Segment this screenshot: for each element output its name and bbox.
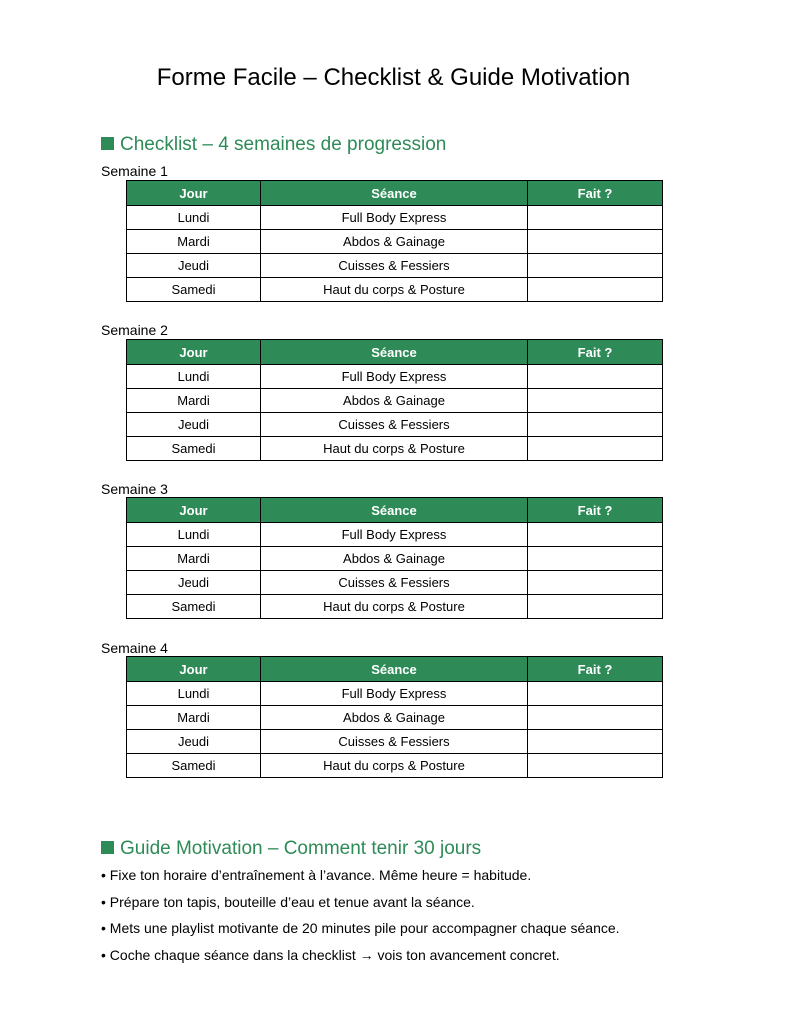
column-header: Séance xyxy=(261,657,528,682)
done-cell[interactable] xyxy=(528,754,663,778)
table-header-row xyxy=(127,657,663,682)
week-label: Semaine 3 xyxy=(101,481,168,497)
table-row xyxy=(127,389,663,413)
table-row xyxy=(127,437,663,461)
week-label: Semaine 4 xyxy=(101,640,168,656)
square-bullet-icon xyxy=(101,841,114,854)
list-item: • Mets une playlist motivante de 20 minutes pile pour accompagner chaque séance. xyxy=(101,920,620,937)
week-table xyxy=(126,497,663,619)
session-cell: Full Body Express xyxy=(261,365,528,389)
done-cell[interactable] xyxy=(528,571,663,595)
guide-heading-text: Guide Motivation – Comment tenir 30 jours xyxy=(120,838,482,859)
list-item: • Prépare ton tapis, bouteille d’eau et tenue avant la séance. xyxy=(101,893,475,910)
table-header-row xyxy=(127,340,663,365)
table-row xyxy=(127,682,663,706)
session-cell: Cuisses & Fessiers xyxy=(261,413,528,437)
table-row xyxy=(127,254,663,278)
column-header: Séance xyxy=(261,498,528,523)
done-cell[interactable] xyxy=(528,206,663,230)
table-row xyxy=(127,595,663,619)
done-cell[interactable] xyxy=(528,365,663,389)
done-cell[interactable] xyxy=(528,389,663,413)
column-header: Fait ? xyxy=(528,181,663,206)
session-cell: Haut du corps & Posture xyxy=(261,278,528,302)
table-header-row xyxy=(127,498,663,523)
table-row xyxy=(127,206,663,230)
checklist-heading xyxy=(101,133,446,157)
session-cell: Haut du corps & Posture xyxy=(261,754,528,778)
session-cell: Full Body Express xyxy=(261,523,528,547)
week-label: Semaine 2 xyxy=(101,322,168,338)
session-cell: Haut du corps & Posture xyxy=(261,437,528,461)
table-row xyxy=(127,230,663,254)
table-row xyxy=(127,571,663,595)
table-header-row xyxy=(127,181,663,206)
session-cell: Abdos & Gainage xyxy=(261,706,528,730)
done-cell[interactable] xyxy=(528,230,663,254)
day-cell: Mardi xyxy=(127,230,261,254)
day-cell: Lundi xyxy=(127,365,261,389)
week-table xyxy=(126,339,663,461)
day-cell: Jeudi xyxy=(127,571,261,595)
day-cell: Lundi xyxy=(127,682,261,706)
page-title: Forme Facile – Checklist & Guide Motivation xyxy=(156,64,631,91)
done-cell[interactable] xyxy=(528,730,663,754)
day-cell: Mardi xyxy=(127,389,261,413)
session-cell: Full Body Express xyxy=(261,206,528,230)
table-row xyxy=(127,706,663,730)
square-bullet-icon xyxy=(101,137,114,150)
table-row xyxy=(127,278,663,302)
done-cell[interactable] xyxy=(528,413,663,437)
column-header: Fait ? xyxy=(528,498,663,523)
week-label: Semaine 1 xyxy=(101,163,168,179)
day-cell: Mardi xyxy=(127,706,261,730)
done-cell[interactable] xyxy=(528,706,663,730)
done-cell[interactable] xyxy=(528,523,663,547)
session-cell: Full Body Express xyxy=(261,682,528,706)
done-cell[interactable] xyxy=(528,278,663,302)
column-header: Séance xyxy=(261,181,528,206)
guide-heading xyxy=(101,837,481,861)
column-header: Jour xyxy=(127,498,261,523)
day-cell: Lundi xyxy=(127,206,261,230)
done-cell[interactable] xyxy=(528,547,663,571)
session-cell: Abdos & Gainage xyxy=(261,230,528,254)
day-cell: Samedi xyxy=(127,437,261,461)
session-cell: Cuisses & Fessiers xyxy=(261,571,528,595)
list-item: • Coche chaque séance dans la checklist → vois ton avancement concret. xyxy=(101,947,560,964)
checklist-heading-text: Checklist – 4 semaines de progression xyxy=(120,134,447,155)
session-cell: Abdos & Gainage xyxy=(261,389,528,413)
day-cell: Lundi xyxy=(127,523,261,547)
column-header: Jour xyxy=(127,657,261,682)
table-row xyxy=(127,547,663,571)
week-table xyxy=(126,656,663,778)
done-cell[interactable] xyxy=(528,595,663,619)
day-cell: Jeudi xyxy=(127,413,261,437)
column-header: Fait ? xyxy=(528,340,663,365)
table-row xyxy=(127,413,663,437)
session-cell: Haut du corps & Posture xyxy=(261,595,528,619)
column-header: Séance xyxy=(261,340,528,365)
day-cell: Samedi xyxy=(127,754,261,778)
list-item: • Fixe ton horaire d’entraînement à l’avance. Même heure = habitude. xyxy=(101,867,532,883)
table-row xyxy=(127,365,663,389)
day-cell: Jeudi xyxy=(127,254,261,278)
session-cell: Cuisses & Fessiers xyxy=(261,254,528,278)
table-row xyxy=(127,754,663,778)
week-table xyxy=(126,180,663,302)
column-header: Fait ? xyxy=(528,657,663,682)
day-cell: Mardi xyxy=(127,547,261,571)
table-row xyxy=(127,730,663,754)
column-header: Jour xyxy=(127,181,261,206)
session-cell: Cuisses & Fessiers xyxy=(261,730,528,754)
done-cell[interactable] xyxy=(528,682,663,706)
day-cell: Jeudi xyxy=(127,730,261,754)
column-header: Jour xyxy=(127,340,261,365)
table-row xyxy=(127,523,663,547)
done-cell[interactable] xyxy=(528,437,663,461)
motivation-list xyxy=(101,864,761,971)
day-cell: Samedi xyxy=(127,278,261,302)
day-cell: Samedi xyxy=(127,595,261,619)
done-cell[interactable] xyxy=(528,254,663,278)
session-cell: Abdos & Gainage xyxy=(261,547,528,571)
